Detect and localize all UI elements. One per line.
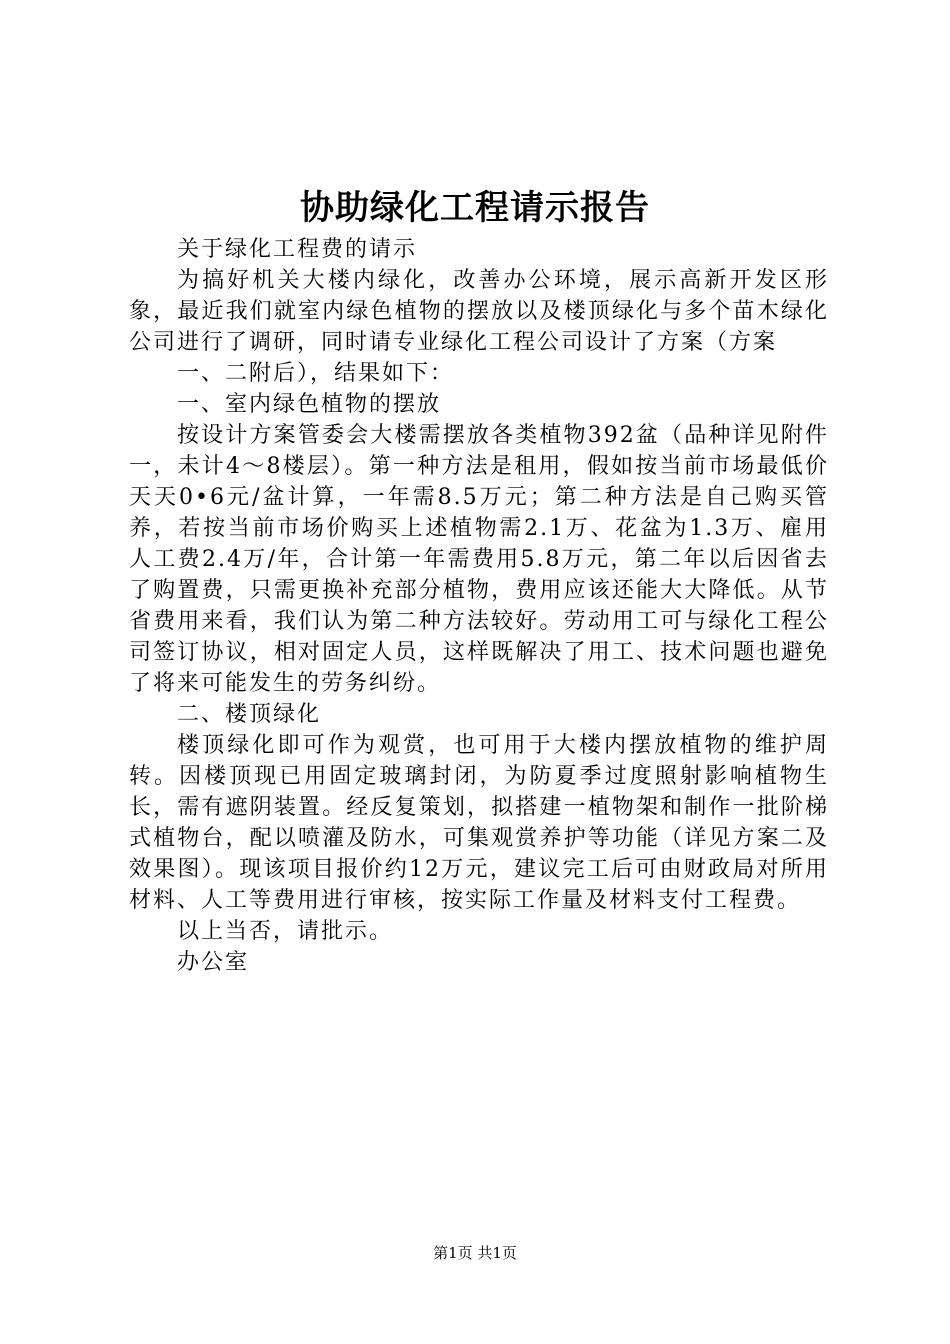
section-heading-indoor-plants: 一、室内绿色植物的摆放: [177, 392, 442, 417]
paragraph-request-approval: 以上当否，请批示。: [177, 919, 394, 944]
paragraph-intro: 为搞好机关大楼内绿化，改善办公环境，展示高新开发区形象，最近我们就室内绿色植物的摆放以及楼顶绿化与多个苗木绿化公司进行了调研，同时请专业绿化工程公司设计了方案（方案: [129, 268, 829, 355]
paragraph-rooftop: 楼顶绿化即可作为观赏，也可用于大楼内摆放植物的维护周转。因楼顶现已用固定玻璃封闭，为防夏季过度照射影响植物生长，需有遮阴装置。经反复策划，拟搭建一植物架和制作一批阶梯式植物台，配以喷灌及防水，可集观赏养护等功能（详见方案二及效果图）。现该项目报价约12万元，建议完工后可由财政局对所用材料、人工等费用进行审核，按实际工作量及材料支付工程费。: [129, 733, 829, 913]
section-heading-rooftop: 二、楼顶绿化: [177, 702, 322, 727]
document-body: [129, 234, 829, 978]
paragraph-indoor-plants: 按设计方案管委会大楼需摆放各类植物392盆（品种详见附件一，未计4～8楼层）。第一种方法是租用，假如按当前市场最低价天天0•6元/盆计算，一年需8.5万元；第二种方法是自己购买管养，若按当前市场价购买上述植物需2.1万、花盆为1.3万、雇用人工费2.4万/年，合计第一年需费用5.8万元，第二年以后因省去了购置费，只需更换补充部分植物，费用应该还能大大降低。从节省费用来看，我们认为第二种方法较好。劳动用工可与绿化工程公司签订协议，相对固定人员，这样既解决了用工、技术问题也避免了将来可能发生的劳务纠纷。: [129, 423, 829, 696]
document-title: 协助绿化工程请示报告: [300, 188, 650, 228]
paragraph-subject: 关于绿化工程费的请示: [177, 237, 418, 262]
paragraph-intro-continued: 一、二附后），结果如下：: [177, 361, 455, 386]
page-number: 第1页 共1页: [433, 1244, 517, 1262]
paragraph-signature-office: 办公室: [177, 950, 250, 975]
